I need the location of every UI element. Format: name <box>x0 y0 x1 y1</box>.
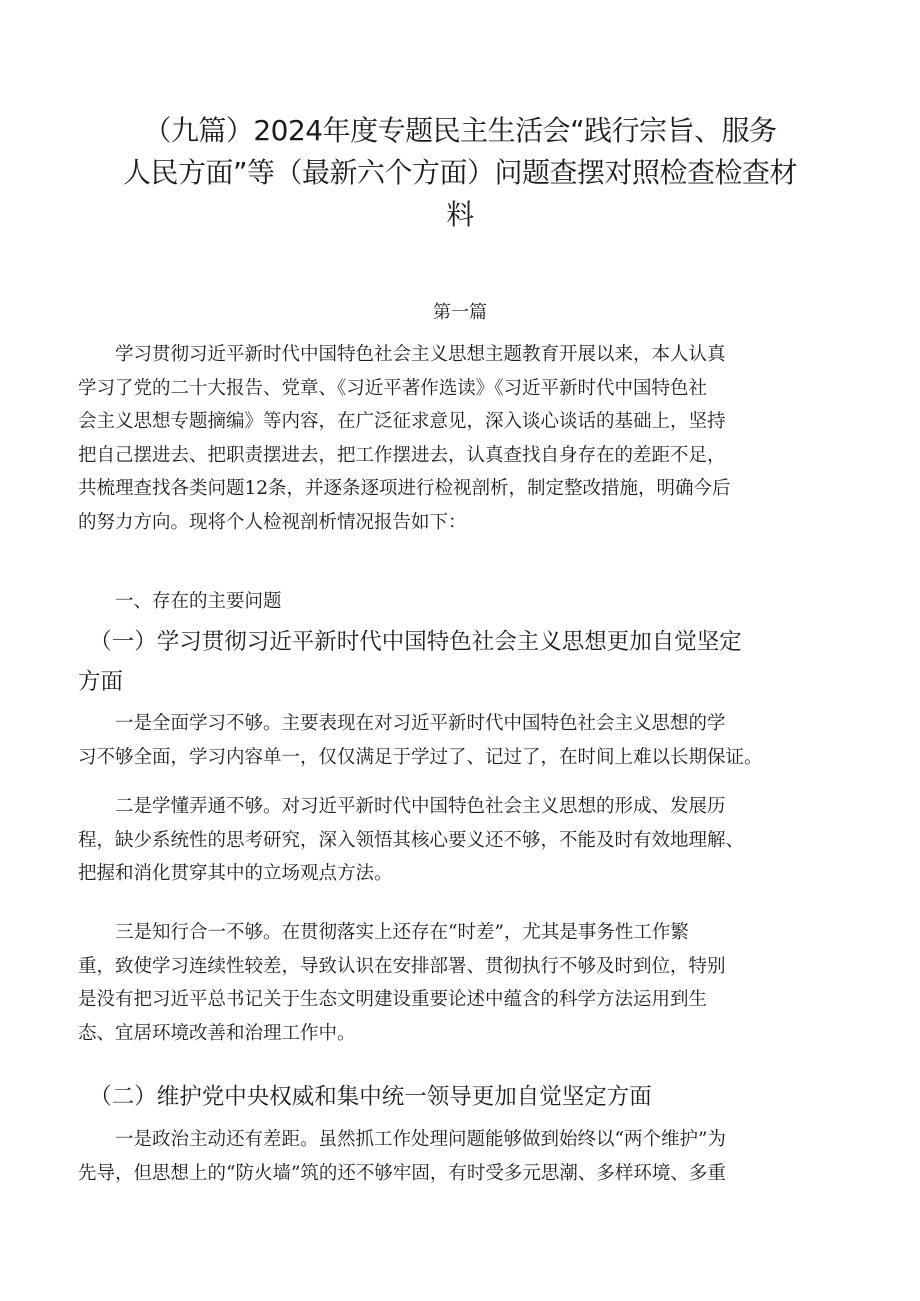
paragraph <box>78 707 763 774</box>
chapter-heading: 第一篇 <box>433 302 487 323</box>
text-line: 把自己摆进去、把职责摆进去，把工作摆进去，认真查找自身存在的差距不足， <box>78 444 726 466</box>
text-line: 态、宜居环境改善和治理工作中。 <box>78 1022 356 1044</box>
text-line: 学习了党的二十大报告、党章、《习近平著作选读》《习近平新时代中国特色社 <box>78 377 708 399</box>
paragraph <box>78 790 744 891</box>
title-line: 人民方面”等（最新六个方面）问题查摆对照检查检查材 <box>122 156 797 189</box>
text-line: 一是全面学习不够。主要表现在对习近平新时代中国特色社会主义思想的学 <box>78 713 726 734</box>
subsection-heading-1 <box>78 622 742 702</box>
text-line: 重，致使学习连续性较差，导致认识在安排部署、贯彻执行不够及时到位，特别 <box>78 955 726 977</box>
document-title <box>90 110 830 236</box>
text-line: 二是学懂弄通不够。对习近平新时代中国特色社会主义思想的形成、发展历 <box>78 796 726 817</box>
section-heading <box>78 585 282 619</box>
subsection-heading-2 <box>78 1077 652 1117</box>
heading-line: （一）学习贯彻习近平新时代中国特色社会主义思想更加自觉坚定 <box>78 629 742 655</box>
text-line: 会主义思想专题摘编》等内容，在广泛征求意见，深入谈心谈话的基础上，坚持 <box>78 411 726 432</box>
text-line: 先导，但思想上的“防火墙”筑的还不够牢固，有时受多元思潮、多样环境、多重 <box>78 1162 726 1184</box>
heading-line: （二）维护党中央权威和集中统一领导更加自觉坚定方面 <box>78 1084 652 1110</box>
text-line: 是没有把习近平总书记关于生态文明建设重要论述中蕴含的科学方法运用到生 <box>78 989 708 1010</box>
text-line: 三是知行合一不够。在贯彻落实上还存在“时差”，尤其是事务性工作繁 <box>78 922 689 943</box>
text-line: 程，缺少系统性的思考研究，深入领悟其核心要义还不够，不能及时有效地理解、 <box>78 829 745 851</box>
text-line: 学习贯彻习近平新时代中国特色社会主义思想主题教育开展以来，本人认真 <box>78 344 726 365</box>
paragraph <box>78 916 726 1050</box>
heading-line: 方面 <box>78 669 124 695</box>
text-line: 的努力方向。现将个人检视剖析情况报告如下： <box>78 511 467 533</box>
text-line: 把握和消化贯穿其中的立场观点方法。 <box>78 863 393 884</box>
intro-paragraph <box>78 338 731 539</box>
text-line: 一是政治主动还有差距。虽然抓工作处理问题能够做到始终以“两个维护”为 <box>78 1129 726 1150</box>
paragraph <box>78 1123 726 1190</box>
title-line: （九篇）2024年度专题民主生活会“践行宗旨、服务 <box>143 114 777 147</box>
text-line: 共梳理查找各类问题12条，并逐条逐项进行检视剖析，制定整改措施，明确今后 <box>78 478 731 499</box>
title-line: 料 <box>446 198 474 231</box>
text-line: 习不够全面，学习内容单一，仅仅满足于学过了、记过了，在时间上难以长期保证。 <box>78 746 763 768</box>
text-line: 一、存在的主要问题 <box>78 591 282 612</box>
